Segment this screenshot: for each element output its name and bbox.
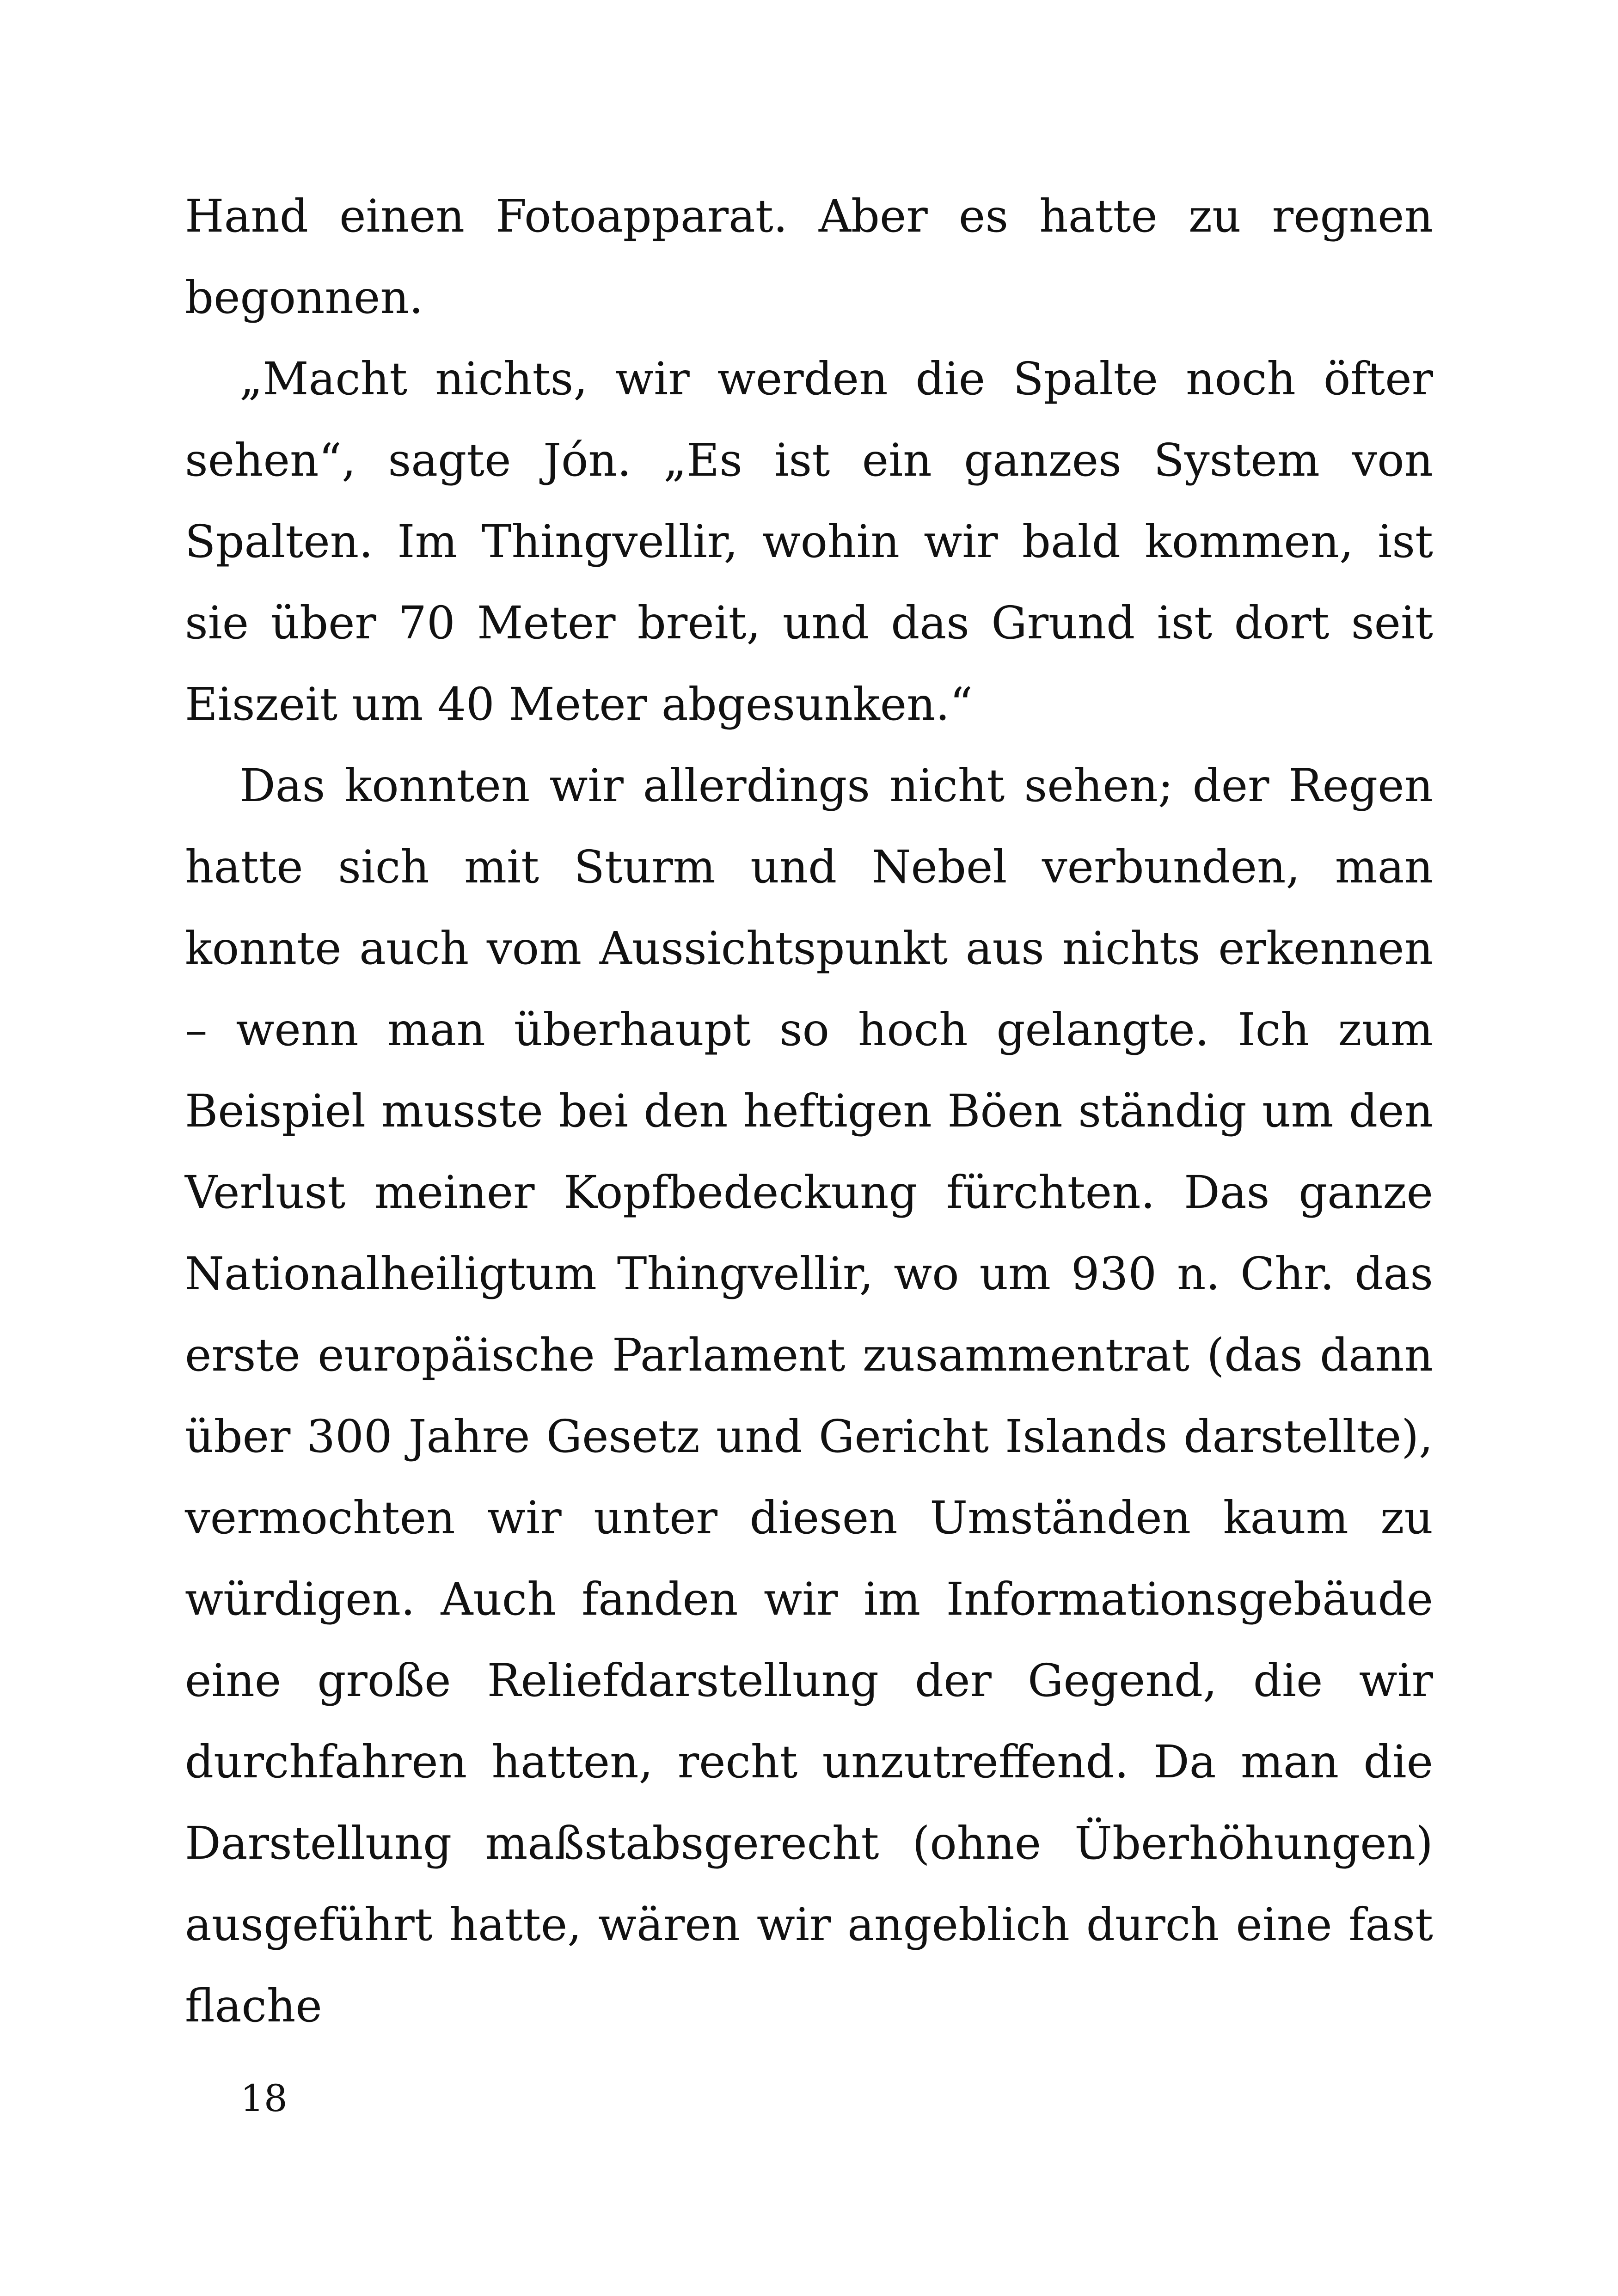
page-number: 18 <box>240 2077 288 2120</box>
paragraph-continuation: Hand einen Fotoapparat. Aber es hatte zu regnen begonnen. <box>185 190 1433 324</box>
body-text <box>185 176 1433 2047</box>
paragraph-quote: „Macht nichts, wir werden die Spalte noch öfter sehen“, sagte Jón. „Es ist ein ganzes System von Spalten. Im Thingvellir, wohin wir bald kommen, ist sie über 70 Meter breit, und das Grund ist dort seit Eiszeit um 40 Meter abgesunken.“ <box>185 353 1433 730</box>
paragraph-thingvellir: Das konnten wir allerdings nicht sehen; der Regen hatte sich mit Sturm und Nebel verbunden, man konnte auch vom Aussichtspunkt aus nichts erkennen – wenn man überhaupt so hoch gelangte. Ich zum Beispiel musste bei den heftigen Böen ständig um den Verlust meiner Kopfbedeckung fürchten. Das ganze Nationalheiligtum Thingvellir, wo um 930 n. Chr. das erste europäische Parlament zusammentrat (das dann über 300 Jahre Gesetz und Gericht Islands darstellte), vermochten wir unter diesen Umständen kaum zu würdigen. Auch fanden wir im Informationsgebäude eine große Reliefdarstellung der Gegend, die wir durchfahren hatten, recht unzutreffend. Da man die Darstellung maßstabsgerecht (ohne Überhöhungen) ausgeführt hatte, wären wir angeblich durch eine fast flache <box>185 759 1433 2032</box>
